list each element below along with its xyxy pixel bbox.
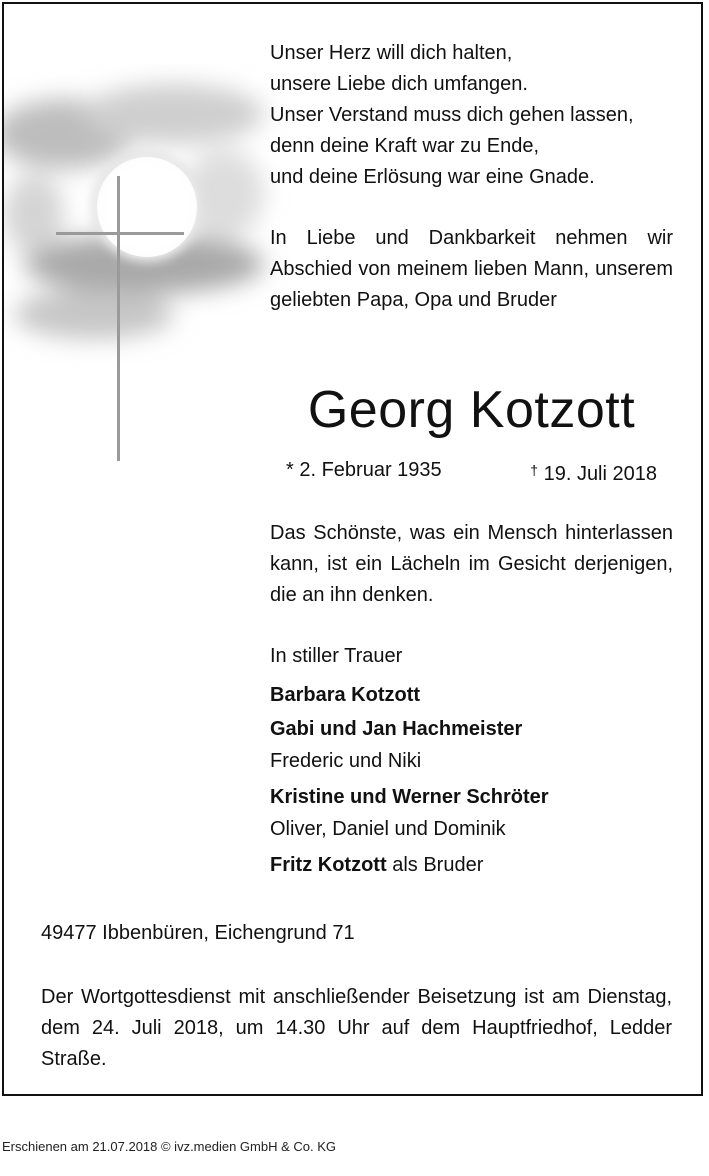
dagger-icon: †	[530, 462, 539, 478]
poem-line: und deine Erlösung war eine Gnade.	[270, 166, 595, 188]
poem-line: unsere Liebe dich umfangen.	[270, 73, 528, 95]
mourner-children: Oliver, Daniel und Dominik	[270, 818, 506, 840]
mourner-entry	[270, 848, 690, 882]
mourner-name: Gabi und Jan Hachmeister	[270, 718, 523, 740]
address: 49477 Ibbenbüren, Eichengrund 71	[41, 922, 355, 944]
poem-line: denn deine Kraft war zu Ende,	[270, 135, 540, 157]
deceased-name: Georg Kotzott	[307, 381, 636, 439]
obituary-card	[2, 2, 703, 1096]
mourners-list	[270, 678, 690, 882]
cross-moon-illustration	[4, 64, 304, 484]
poem-line: Unser Verstand muss dich gehen lassen,	[270, 104, 634, 126]
service-info: Der Wortgottesdienst mit anschließender Beisetzung ist am Dienstag, dem 24. Juli 2018, um 14.30 Uhr auf dem Hauptfriedhof, Ledder Straße.	[41, 986, 672, 1070]
mourning-label: In stiller Trauer	[270, 645, 403, 667]
intro-text: In Liebe und Dankbarkeit nehmen wir Abschied von meinem lieben Mann, unserem geliebten Papa, Opa und Bruder	[270, 227, 673, 311]
publication-footer: Erschienen am 21.07.2018 © ivz.medien GmbH & Co. KG	[2, 1139, 337, 1154]
death-date-group	[530, 456, 657, 488]
birth-date: * 2. Februar 1935	[286, 459, 442, 481]
mourner-name: Fritz Kotzott	[270, 854, 387, 876]
poem-line: Unser Herz will dich halten,	[270, 42, 513, 64]
death-date: 19. Juli 2018	[543, 463, 657, 485]
mourner-name: Kristine und Werner Schröter	[270, 786, 549, 808]
mourner-relation: als Bruder	[386, 854, 484, 876]
mourner-children: Frederic und Niki	[270, 750, 422, 772]
poem	[270, 38, 673, 193]
quote-text: Das Schönste, was ein Mensch hinterlassen kann, ist ein Lächeln im Gesicht derjenigen, die an ihn denken.	[270, 522, 673, 606]
mourner-name: Barbara Kotzott	[270, 684, 421, 706]
